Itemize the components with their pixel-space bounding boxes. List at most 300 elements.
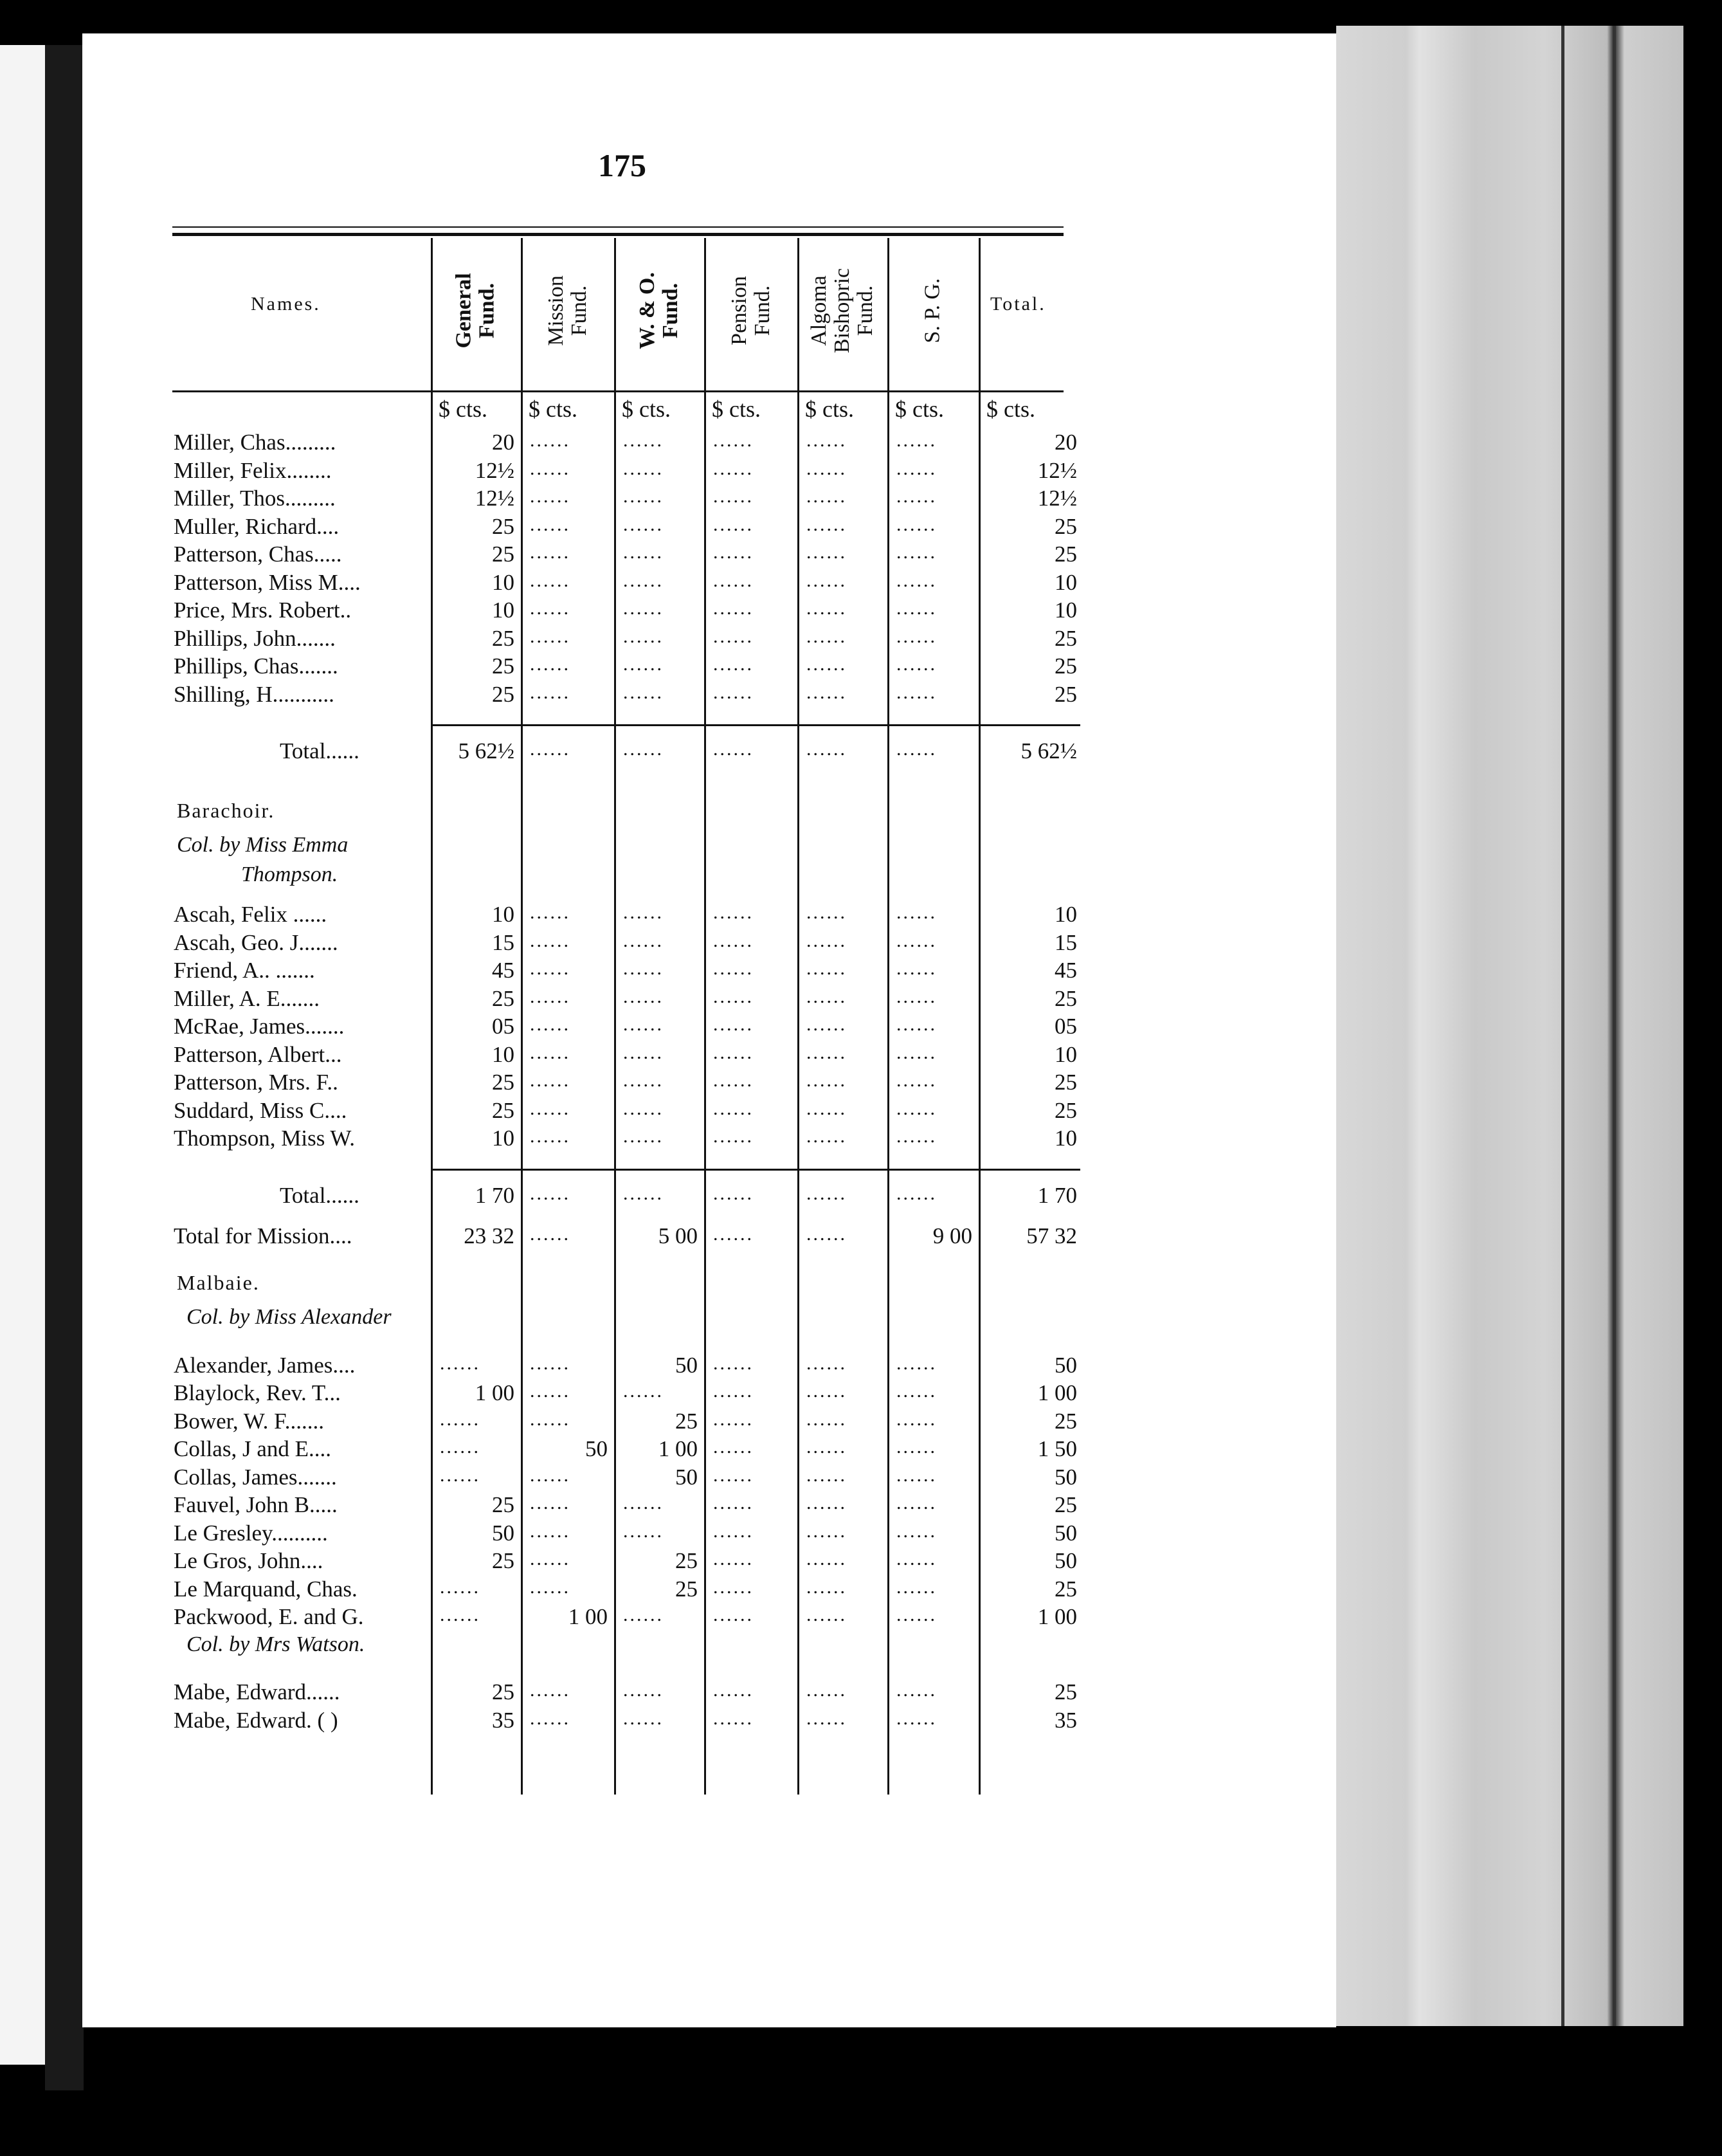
leader-dots: ...... (713, 902, 754, 923)
amount-mission: 50 (585, 1436, 608, 1461)
leader-dots: ...... (806, 738, 847, 760)
leader-dots: ...... (713, 625, 754, 647)
table-row (0, 542, 1093, 569)
amount-general: 1 00 (475, 1380, 514, 1405)
table-row (0, 458, 1093, 486)
leader-dots: ...... (623, 1380, 664, 1402)
contributor-name: Packwood, E. and G. (174, 1604, 364, 1629)
leader-dots: ...... (896, 625, 937, 647)
collector-name: Col. by Miss Alexander (186, 1305, 392, 1329)
leader-dots: ...... (530, 569, 570, 591)
page-number: 175 (598, 147, 646, 183)
leader-dots: ...... (440, 1464, 480, 1486)
leader-dots: ...... (623, 985, 664, 1007)
contributor-name: Patterson, Chas..... (174, 542, 342, 567)
table-row (0, 626, 1093, 653)
amount-general: 35 (492, 1707, 514, 1733)
leader-dots: ...... (806, 625, 847, 647)
header-spg-fund: S. P. G. (920, 277, 945, 343)
contributor-name: Le Gros, John.... (174, 1548, 323, 1573)
contributor-name: Blaylock, Rev. T... (174, 1380, 341, 1405)
leader-dots: ...... (623, 902, 664, 923)
leader-dots: ...... (623, 929, 664, 951)
amount-wo: 25 (675, 1548, 698, 1573)
header-pension-fund: Pension Fund. (727, 275, 774, 345)
amount-total: 25 (1055, 985, 1077, 1011)
leader-dots: ...... (623, 681, 664, 703)
leader-dots: ...... (530, 1707, 570, 1729)
contributor-name: Muller, Richard.... (174, 513, 340, 539)
leader-dots: ...... (623, 625, 664, 647)
contributor-name: Bower, W. F....... (174, 1408, 325, 1434)
amount-general: 25 (492, 625, 514, 651)
header-mission-fund: Mission Fund. (543, 275, 591, 346)
amount-wo: 5 00 (658, 1223, 698, 1248)
leader-dots: ...... (896, 1520, 937, 1542)
header-rule (172, 390, 1064, 392)
amount-wo: 25 (675, 1408, 698, 1434)
leader-dots: ...... (530, 902, 570, 923)
leader-dots: ...... (806, 1041, 847, 1063)
leader-dots: ...... (806, 1182, 847, 1204)
amount-total: 10 (1055, 1126, 1077, 1151)
leader-dots: ...... (713, 1097, 754, 1119)
leader-dots: ...... (623, 1182, 664, 1204)
leader-dots: ...... (623, 569, 664, 591)
amount-total: 10 (1055, 902, 1077, 927)
leader-dots: ...... (896, 513, 937, 535)
amount-total: 35 (1055, 1707, 1077, 1733)
leader-dots: ...... (806, 1223, 847, 1245)
leader-dots: ...... (806, 1436, 847, 1457)
amount-general: 25 (492, 1548, 514, 1573)
amount-general: 25 (492, 681, 514, 707)
collector-name: Col. by Mrs Watson. (186, 1632, 365, 1656)
leader-dots: ...... (530, 929, 570, 951)
leader-dots: ...... (806, 1520, 847, 1542)
contributor-name: Total for Mission.... (174, 1223, 352, 1248)
leader-dots: ...... (623, 1014, 664, 1035)
leader-dots: ...... (713, 513, 754, 535)
leader-dots: ...... (713, 1707, 754, 1729)
amount-total: 25 (1055, 1097, 1077, 1123)
amount-general: 25 (492, 1679, 514, 1704)
leader-dots: ...... (713, 1576, 754, 1598)
leader-dots: ...... (530, 1576, 570, 1598)
leader-dots: ...... (806, 653, 847, 675)
leader-dots: ...... (440, 1576, 480, 1598)
amount-general: 45 (492, 958, 514, 983)
leader-dots: ...... (713, 542, 754, 563)
contributor-name: Phillips, Chas....... (174, 653, 338, 679)
amount-total: 50 (1055, 1352, 1077, 1378)
amount-general: 20 (492, 430, 514, 455)
leader-dots: ...... (713, 985, 754, 1007)
header-algoma-fund: Algoma Bishopric Fund. (807, 268, 877, 353)
leader-dots: ...... (713, 738, 754, 760)
leader-dots: ...... (713, 1126, 754, 1147)
amount-total: 1 70 (1037, 1182, 1077, 1208)
contributor-name: Mabe, Edward. ( ) (174, 1707, 338, 1733)
leader-dots: ...... (530, 1014, 570, 1035)
contributor-name: Mabe, Edward...... (174, 1679, 340, 1704)
leader-dots: ...... (896, 902, 937, 923)
leader-dots: ...... (440, 1604, 480, 1625)
leader-dots: ...... (713, 430, 754, 451)
leader-dots: ...... (713, 457, 754, 479)
leader-dots: ...... (623, 738, 664, 760)
units-label: $ cts. (712, 396, 761, 422)
contributor-name: Friend, A.. ....... (174, 958, 315, 983)
header-names: Names. (251, 293, 321, 315)
amount-general: 25 (492, 1097, 514, 1123)
leader-dots: ...... (896, 1408, 937, 1430)
leader-dots: ...... (806, 1014, 847, 1035)
leader-dots: ...... (713, 1436, 754, 1457)
amount-general: 05 (492, 1014, 514, 1039)
amount-total: 25 (1055, 1492, 1077, 1517)
amount-total: 1 50 (1037, 1436, 1077, 1461)
leader-dots: ...... (530, 1492, 570, 1513)
contributor-name: McRae, James....... (174, 1014, 345, 1039)
leader-dots: ...... (530, 1380, 570, 1402)
leader-dots: ...... (896, 1126, 937, 1147)
header-total: Total. (990, 293, 1046, 315)
table-row (0, 653, 1093, 681)
leader-dots: ...... (896, 1070, 937, 1091)
collector-name-cont: Thompson. (241, 863, 338, 886)
leader-dots: ...... (896, 653, 937, 675)
amount-total: 50 (1055, 1464, 1077, 1490)
leader-dots: ...... (806, 1097, 847, 1119)
collector-note (0, 1632, 1093, 1660)
amount-total: 5 62½ (1020, 738, 1077, 763)
leader-dots: ...... (806, 457, 847, 479)
contributor-name: Ascah, Felix ...... (174, 902, 327, 927)
table-row (0, 430, 1093, 457)
leader-dots: ...... (530, 542, 570, 563)
table-row (0, 570, 1093, 598)
leader-dots: ...... (713, 1352, 754, 1374)
leader-dots: ...... (896, 1041, 937, 1063)
leader-dots: ...... (896, 569, 937, 591)
leader-dots: ...... (806, 1492, 847, 1513)
table-row (0, 1409, 1093, 1436)
leader-dots: ...... (896, 1352, 937, 1374)
leader-dots: ...... (806, 681, 847, 703)
leader-dots: ...... (806, 1070, 847, 1091)
contributor-name: Total...... (280, 1182, 359, 1208)
collector-note (0, 1305, 1093, 1333)
contributor-name: Miller, A. E....... (174, 985, 320, 1011)
leader-dots: ...... (896, 457, 937, 479)
table-row (0, 1492, 1093, 1520)
leader-dots: ...... (623, 1679, 664, 1701)
leader-dots: ...... (530, 653, 570, 675)
contributor-name: Phillips, John....... (174, 625, 336, 651)
amount-total: 20 (1055, 430, 1077, 455)
leader-dots: ...... (530, 1097, 570, 1119)
section-title: Barachoir. (177, 798, 275, 822)
header-general-fund: General Fund. (451, 272, 499, 349)
leader-dots: ...... (440, 1408, 480, 1430)
table-row (0, 514, 1093, 542)
table-row (0, 1098, 1093, 1126)
collector-name: Col. by Miss Emma (177, 833, 349, 857)
leader-dots: ...... (806, 569, 847, 591)
leader-dots: ...... (896, 1097, 937, 1119)
leader-dots: ...... (530, 457, 570, 479)
leader-dots: ...... (713, 653, 754, 675)
leader-dots: ...... (896, 958, 937, 979)
amount-total: 10 (1055, 1041, 1077, 1067)
amount-total: 25 (1055, 653, 1077, 679)
leader-dots: ...... (530, 430, 570, 451)
table-row (0, 958, 1093, 985)
leader-dots: ...... (713, 929, 754, 951)
contributor-name: Alexander, James.... (174, 1352, 356, 1378)
leader-dots: ...... (623, 1097, 664, 1119)
contributor-name: Thompson, Miss W. (174, 1126, 355, 1151)
table-row (0, 1042, 1093, 1070)
contributor-name: Patterson, Miss M.... (174, 569, 361, 595)
leader-dots: ...... (896, 738, 937, 760)
amount-wo: 50 (675, 1352, 698, 1378)
leader-dots: ...... (530, 1182, 570, 1204)
amount-total: 10 (1055, 598, 1077, 623)
contributor-name: Le Marquand, Chas. (174, 1576, 358, 1602)
leader-dots: ...... (806, 985, 847, 1007)
header-wo-fund: W. & O. Fund. (635, 271, 682, 349)
leader-dots: ...... (713, 1070, 754, 1091)
sum-rule (431, 724, 1080, 726)
amount-total: 1 00 (1037, 1380, 1077, 1405)
section-heading (0, 1271, 1093, 1299)
leader-dots: ...... (896, 1604, 937, 1625)
leader-dots: ...... (896, 1707, 937, 1729)
table-row (0, 1126, 1093, 1153)
table-row (0, 930, 1093, 958)
amount-total: 50 (1055, 1548, 1077, 1573)
table-row (0, 986, 1093, 1014)
contributor-name: Patterson, Albert... (174, 1041, 342, 1067)
leader-dots: ...... (713, 1679, 754, 1701)
leader-dots: ...... (806, 1352, 847, 1374)
amount-general: 10 (492, 1126, 514, 1151)
sum-rule (431, 1169, 1080, 1171)
leader-dots: ...... (896, 1182, 937, 1204)
leader-dots: ...... (896, 929, 937, 951)
leader-dots: ...... (806, 1679, 847, 1701)
leader-dots: ...... (806, 486, 847, 507)
amount-total: 25 (1055, 625, 1077, 651)
leader-dots: ...... (530, 1548, 570, 1569)
amount-general: 12½ (475, 486, 514, 511)
table-row (0, 1014, 1093, 1041)
amount-total: 10 (1055, 569, 1077, 595)
amount-total: 25 (1055, 513, 1077, 539)
leader-dots: ...... (530, 486, 570, 507)
contributor-name: Miller, Chas......... (174, 430, 336, 455)
contributor-name: Ascah, Geo. J....... (174, 929, 338, 955)
amount-general: 50 (492, 1520, 514, 1546)
leader-dots: ...... (896, 1548, 937, 1569)
leader-dots: ...... (806, 958, 847, 979)
amount-general: 25 (492, 985, 514, 1011)
leader-dots: ...... (623, 1604, 664, 1625)
leader-dots: ...... (530, 513, 570, 535)
leader-dots: ...... (440, 1352, 480, 1374)
leader-dots: ...... (440, 1436, 480, 1457)
leader-dots: ...... (896, 430, 937, 451)
units-label: $ cts. (986, 396, 1035, 422)
leader-dots: ...... (896, 681, 937, 703)
leader-dots: ...... (806, 902, 847, 923)
leader-dots: ...... (896, 1576, 937, 1598)
table-row (0, 1183, 1093, 1210)
contributor-name: Total...... (280, 738, 359, 763)
amount-total: 05 (1055, 1014, 1077, 1039)
leader-dots: ...... (713, 1223, 754, 1245)
leader-dots: ...... (623, 1707, 664, 1729)
leader-dots: ...... (806, 430, 847, 451)
leader-dots: ...... (530, 985, 570, 1007)
table-row (0, 902, 1093, 929)
leader-dots: ...... (530, 1679, 570, 1701)
leader-dots: ...... (530, 1070, 570, 1091)
leader-dots: ...... (713, 1041, 754, 1063)
leader-dots: ...... (713, 681, 754, 703)
leader-dots: ...... (530, 1464, 570, 1486)
leader-dots: ...... (896, 985, 937, 1007)
table-row (0, 1708, 1093, 1735)
leader-dots: ...... (530, 958, 570, 979)
amount-total: 15 (1055, 929, 1077, 955)
leader-dots: ...... (623, 1070, 664, 1091)
collector-note (0, 833, 1093, 886)
amount-wo: 50 (675, 1464, 698, 1490)
amount-general: 25 (492, 1492, 514, 1517)
leader-dots: ...... (806, 1576, 847, 1598)
amount-general: 1 70 (475, 1182, 514, 1208)
amount-total: 1 00 (1037, 1604, 1077, 1629)
leader-dots: ...... (896, 598, 937, 619)
amount-general: 25 (492, 513, 514, 539)
leader-dots: ...... (623, 430, 664, 451)
amount-total: 12½ (1037, 486, 1077, 511)
amount-general: 25 (492, 542, 514, 567)
leader-dots: ...... (806, 1464, 847, 1486)
leader-dots: ...... (530, 681, 570, 703)
leader-dots: ...... (623, 1126, 664, 1147)
leader-dots: ...... (623, 598, 664, 619)
table-row (0, 486, 1093, 513)
leader-dots: ...... (623, 1520, 664, 1542)
units-label: $ cts. (895, 396, 944, 422)
units-label: $ cts. (622, 396, 671, 422)
leader-dots: ...... (806, 1380, 847, 1402)
leader-dots: ...... (806, 1126, 847, 1147)
leader-dots: ...... (896, 542, 937, 563)
amount-total: 25 (1055, 1070, 1077, 1095)
units-label: $ cts. (439, 396, 487, 422)
leader-dots: ...... (896, 1436, 937, 1457)
amount-general: 10 (492, 1041, 514, 1067)
contributor-name: Fauvel, John B..... (174, 1492, 338, 1517)
leader-dots: ...... (806, 598, 847, 619)
amount-total: 45 (1055, 958, 1077, 983)
top-rule (172, 226, 1064, 228)
leader-dots: ...... (713, 1182, 754, 1204)
leader-dots: ...... (530, 1126, 570, 1147)
leader-dots: ...... (713, 569, 754, 591)
amount-total: 25 (1055, 681, 1077, 707)
leader-dots: ...... (623, 542, 664, 563)
table-row (0, 1521, 1093, 1548)
amount-general: 25 (492, 653, 514, 679)
section-heading (0, 799, 1093, 827)
book-page-edges (1336, 26, 1683, 2026)
amount-total: 25 (1055, 1679, 1077, 1704)
leader-dots: ...... (806, 1707, 847, 1729)
leader-dots: ...... (623, 457, 664, 479)
leader-dots: ...... (896, 1679, 937, 1701)
amount-wo: 1 00 (658, 1436, 698, 1461)
leader-dots: ...... (806, 513, 847, 535)
table-row (0, 1548, 1093, 1576)
leader-dots: ...... (713, 1492, 754, 1513)
table-row (0, 1465, 1093, 1492)
contributor-name: Le Gresley.......... (174, 1520, 328, 1546)
leader-dots: ...... (530, 1223, 570, 1245)
leader-dots: ...... (896, 1380, 937, 1402)
amount-general: 25 (492, 1070, 514, 1095)
leader-dots: ...... (713, 1408, 754, 1430)
leader-dots: ...... (530, 1352, 570, 1374)
leader-dots: ...... (806, 1408, 847, 1430)
table-row (0, 1070, 1093, 1097)
leader-dots: ...... (530, 598, 570, 619)
leader-dots: ...... (713, 1464, 754, 1486)
leader-dots: ...... (713, 1548, 754, 1569)
amount-total: 25 (1055, 1408, 1077, 1434)
leader-dots: ...... (623, 513, 664, 535)
amount-total: 57 32 (1026, 1223, 1077, 1248)
leader-dots: ...... (806, 1604, 847, 1625)
amount-total: 50 (1055, 1520, 1077, 1546)
amount-general: 10 (492, 569, 514, 595)
table-row (0, 1353, 1093, 1380)
contributor-name: Shilling, H........... (174, 681, 334, 707)
amount-total: 25 (1055, 1576, 1077, 1602)
leader-dots: ...... (623, 1041, 664, 1063)
leader-dots: ...... (530, 1041, 570, 1063)
amount-spg: 9 00 (932, 1223, 972, 1248)
table-row (0, 738, 1093, 766)
contributor-name: Price, Mrs. Robert.. (174, 598, 352, 623)
leader-dots: ...... (713, 958, 754, 979)
table-row (0, 598, 1093, 625)
amount-mission: 1 00 (568, 1604, 608, 1629)
amount-general: 10 (492, 598, 514, 623)
table-row (0, 1223, 1093, 1251)
leader-dots: ...... (896, 1492, 937, 1513)
leader-dots: ...... (896, 486, 937, 507)
contributor-name: Miller, Thos......... (174, 486, 336, 511)
leader-dots: ...... (806, 929, 847, 951)
units-label: $ cts. (805, 396, 854, 422)
leader-dots: ...... (530, 1520, 570, 1542)
